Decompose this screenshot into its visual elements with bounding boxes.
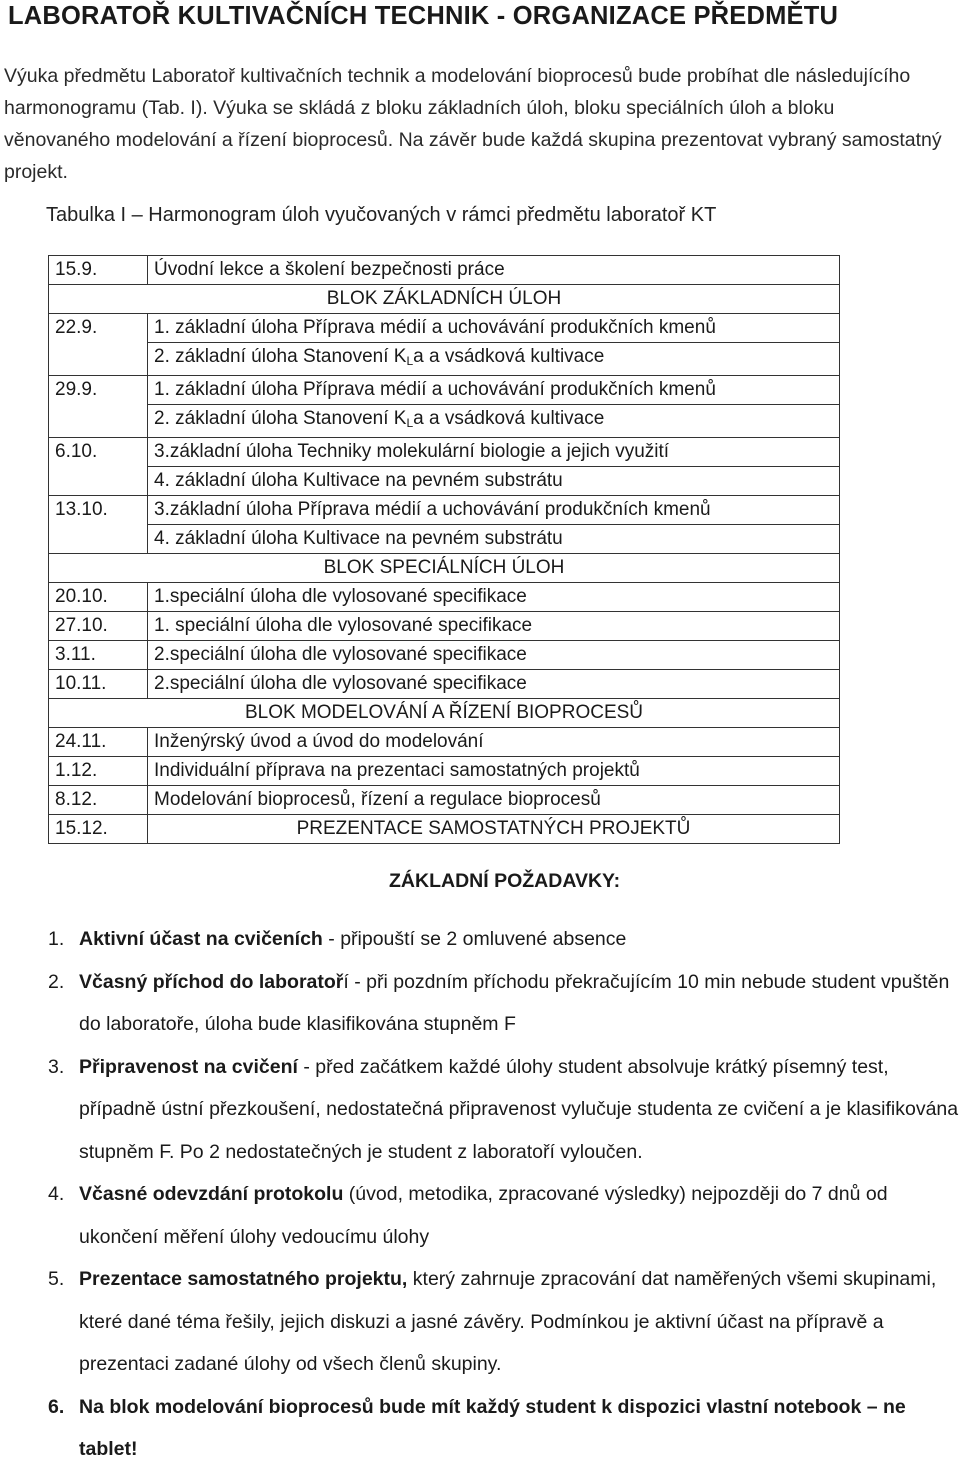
table-row — [49, 405, 840, 438]
date-cell: 24.11. — [49, 728, 148, 757]
table-row — [49, 343, 840, 376]
list-item: 1. Aktivní účast na cvičeních - připouští se 2 omluvené absence — [48, 928, 627, 950]
date-cell: 22.9. — [49, 314, 148, 343]
date-cell: 10.11. — [49, 670, 148, 699]
task-cell: 1. speciální úloha dle vylosované specifikace — [148, 612, 840, 641]
date-cell: 15.12. — [49, 815, 148, 844]
block-header-row — [49, 699, 840, 728]
table-row — [49, 641, 840, 670]
date-cell: 6.10. — [49, 438, 148, 467]
table-row — [49, 786, 840, 815]
task-cell: 2. základní úloha Stanovení KLa a vsádková kultivace — [148, 343, 840, 376]
block-basic-header: BLOK ZÁKLADNÍCH ÚLOH — [49, 285, 840, 314]
block-model-header: BLOK MODELOVÁNÍ A ŘÍZENÍ BIOPROCESŮ — [49, 699, 840, 728]
requirements-list — [48, 918, 960, 1471]
table-row — [49, 583, 840, 612]
task-cell: PREZENTACE SAMOSTATNÝCH PROJEKTŮ — [148, 815, 840, 844]
task-cell: 2. základní úloha Stanovení KLa a vsádková kultivace — [148, 405, 840, 438]
task-cell: Úvodní lekce a školení bezpečnosti práce — [148, 256, 840, 285]
table-row — [49, 757, 840, 786]
intro-paragraph: Výuka předmětu Laboratoř kultivačních technik a modelování bioprocesů bude probíhat dle následujícího harmonogramu (Tab. I). Výuka se skládá z bloku základních úloh, bloku speciálních úloh a bloku věnovaného modelování a řízení bioprocesů. Na závěr bude každá skupina prezentovat vybraný samostatný projekt. — [4, 65, 942, 183]
table-row — [49, 467, 840, 496]
list-item: 6. Na blok modelování bioprocesů bude mít každý student k dispozici vlastní notebook – ne tablet! — [48, 1395, 906, 1460]
task-cell: 4. základní úloha Kultivace na pevném substrátu — [148, 525, 840, 554]
block-header-row — [49, 285, 840, 314]
date-cell — [49, 467, 148, 496]
task-cell: Modelování bioprocesů, řízení a regulace bioprocesů — [148, 786, 840, 815]
task-cell: Inženýrský úvod a úvod do modelování — [148, 728, 840, 757]
table-row — [49, 438, 840, 467]
block-header-row — [49, 554, 840, 583]
table-row — [49, 728, 840, 757]
date-cell: 8.12. — [49, 786, 148, 815]
document-title: LABORATOŘ KULTIVAČNÍCH TECHNIK - ORGANIZACE PŘEDMĚTU — [8, 2, 839, 30]
date-cell — [49, 405, 148, 438]
date-cell: 20.10. — [49, 583, 148, 612]
list-item: 2. Včasný příchod do laboratoří - při pozdním příchodu překračujícím 10 min nebude student vpuštěn do laboratoře, úloha bude klasifikována stupněm F — [48, 970, 950, 1035]
date-cell: 3.11. — [49, 641, 148, 670]
table-row — [49, 496, 840, 525]
table-row — [49, 256, 840, 285]
table-row — [49, 815, 840, 844]
schedule-table — [48, 255, 840, 844]
task-cell: 4. základní úloha Kultivace na pevném substrátu — [148, 467, 840, 496]
date-cell: 15.9. — [49, 256, 148, 285]
table-row — [49, 612, 840, 641]
task-cell: 1.speciální úloha dle vylosované specifikace — [148, 583, 840, 612]
task-cell: 2.speciální úloha dle vylosované specifikace — [148, 641, 840, 670]
list-item: 4. Včasné odevzdání protokolu (úvod, metodika, zpracované výsledky) nejpozději do 7 dnů od ukončení měření úlohy vedoucímu úlohy — [48, 1183, 888, 1248]
date-cell: 1.12. — [49, 757, 148, 786]
date-cell — [49, 343, 148, 376]
task-cell: 3.základní úloha Techniky molekulární biologie a jejich využití — [148, 438, 840, 467]
date-cell: 29.9. — [49, 376, 148, 405]
table-caption: Tabulka I – Harmonogram úloh vyučovaných v rámci předmětu laboratoř KT — [46, 204, 717, 226]
date-cell: 13.10. — [49, 496, 148, 525]
requirements-heading: ZÁKLADNÍ POŽADAVKY: — [389, 870, 621, 892]
list-item: 3. Připravenost na cvičení - před začátkem každé úlohy student absolvuje krátký písemný test, případně ústní přezkoušení, nedostatečná připravenost vylučuje studenta ze cvičení a je klasifikována stupněm F. Po 2 nedostatečných je student z laboratoří vyloučen. — [48, 1055, 959, 1163]
block-special-header: BLOK SPECIÁLNÍCH ÚLOH — [49, 554, 840, 583]
table-row — [49, 525, 840, 554]
date-cell — [49, 525, 148, 554]
table-row — [49, 314, 840, 343]
date-cell: 27.10. — [49, 612, 148, 641]
table-row — [49, 670, 840, 699]
task-cell: 1. základní úloha Příprava médií a uchovávání produkčních kmenů — [148, 314, 840, 343]
list-item: 5. Prezentace samostatného projektu, který zahrnuje zpracování dat naměřených všemi skupinami, které dané téma řešily, jejich diskuzi a jasné závěry. Podmínkou je aktivní účast na přípravě a prezentaci zadané úlohy od všech členů skupiny. — [48, 1268, 937, 1375]
task-cell: 1. základní úloha Příprava médií a uchovávání produkčních kmenů — [148, 376, 840, 405]
task-cell: Individuální příprava na prezentaci samostatných projektů — [148, 757, 840, 786]
task-cell: 2.speciální úloha dle vylosované specifikace — [148, 670, 840, 699]
table-row — [49, 376, 840, 405]
task-cell: 3.základní úloha Příprava médií a uchovávání produkčních kmenů — [148, 496, 840, 525]
